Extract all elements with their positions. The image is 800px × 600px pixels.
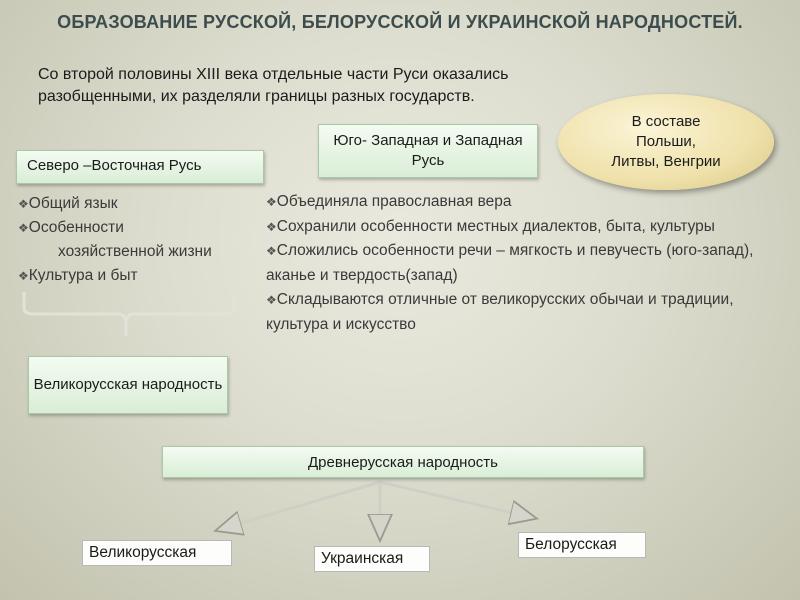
bullet-icon: ❖	[18, 197, 29, 211]
list-item: ❖Сохранили особенности местных диалектов, быта, культуры	[266, 217, 715, 235]
list-item: ❖Сложились особенности речи – мягкость и певучесть (юго-запад), аканье и твердость(запад)	[266, 242, 754, 284]
list-item: ❖Особенности	[18, 219, 124, 236]
bullet-icon: ❖	[18, 269, 29, 283]
list-item: ❖Складываются отличные от великорусских обычаи и традиции, культура и искусство	[266, 291, 734, 333]
old-russian-nationality-label: Древнерусская народность	[307, 453, 498, 471]
page-title: ОБРАЗОВАНИЕ РУССКОЙ, БЕЛОРУССКОЙ И УКРАИНСКОЙ НАРОДНОСТЕЙ.	[57, 12, 743, 32]
bullet-icon: ❖	[18, 221, 29, 235]
bullet-icon: ❖	[266, 219, 277, 234]
brace-connector	[24, 292, 234, 336]
old-russian-nationality-box	[162, 446, 644, 478]
southwest-rus-label: Юго- Западная и Западная Русь	[333, 132, 523, 169]
list-item-continuation: хозяйственной жизни	[58, 243, 212, 260]
arrow-to-belarusian	[380, 482, 534, 518]
list-item: ❖Объединяла православная вера	[266, 193, 512, 210]
oval-text: В составе Польши, Литвы, Венгрии	[611, 113, 721, 170]
result-belarusian: Белорусская	[518, 532, 646, 558]
great-russian-nationality-label: Великорусская народность	[33, 376, 223, 393]
result-ukrainian: Украинская	[314, 546, 430, 572]
list-item: ❖Общий язык	[18, 195, 118, 212]
bullet-icon: ❖	[266, 195, 277, 209]
bullet-icon: ❖	[266, 244, 277, 258]
result-great-russian: Великорусская	[82, 540, 232, 566]
northeast-rus-label: Северо –Восточная Русь	[27, 157, 202, 174]
bullet-icon: ❖	[266, 293, 277, 307]
list-item: ❖Культура и быт	[18, 267, 138, 284]
great-russian-nationality-box	[28, 356, 228, 414]
arrow-to-great-russian	[218, 482, 380, 530]
intro-text: Со второй половины XIII века отдельные части Руси оказались разобщенными, их разделяли границы разных государств.	[38, 66, 509, 105]
